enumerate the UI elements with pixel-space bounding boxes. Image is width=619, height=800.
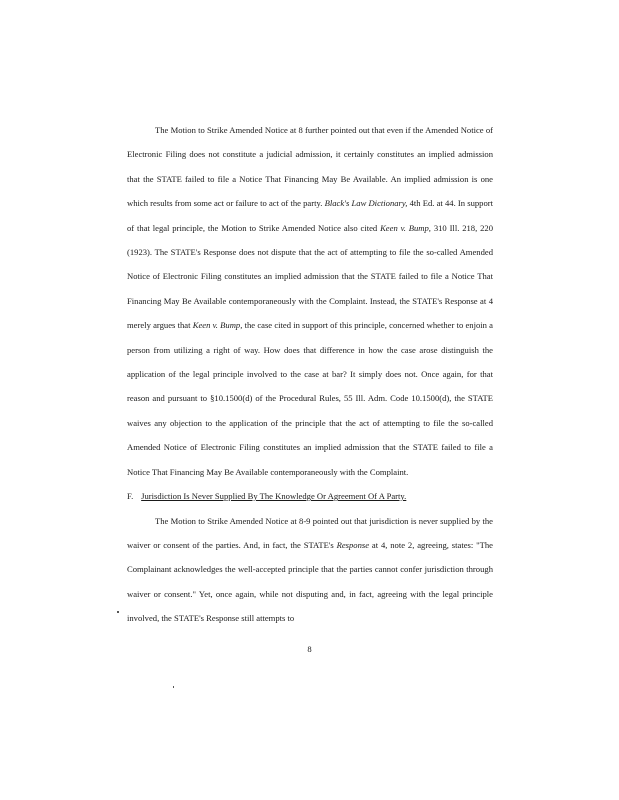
heading-label: F.: [127, 491, 134, 502]
paragraph-text: at 4, note 2, agreeing, states: "The Complainant acknowledges the well-accepted principle that the parties cannot confer jurisdiction through waiver or consent." Yet, once again, while not disputing and, in fact, agreeing with the legal principle involved, the STATE's Response still attempts to: [127, 539, 493, 624]
paragraph-text: The Motion to Strike Amended Notice at 8-9 pointed out that jurisdiction is never supplied by the waiver or consent of the parties. And, in fact, the STATE's: [127, 515, 493, 550]
citation-italic: Keen v. Bump,: [192, 320, 243, 331]
paragraph-jurisdiction: [127, 509, 493, 631]
scan-speck: [173, 686, 174, 688]
section-heading: [127, 484, 493, 508]
heading-title: Jurisdiction Is Never Supplied By The Knowledge Or Agreement Of A Party.: [141, 491, 407, 502]
paragraph-text: The Motion to Strike Amended Notice at 8 further pointed out that even if the Amended Notice of Electronic Filing does not constitute a judicial admission, it certainly constitutes an implied admission that the STATE failed to file a Notice That Financing May Be Available. An implied admission is one which results from some act or failure to act of the party.: [127, 125, 493, 209]
paragraph-implied-admission: [127, 118, 493, 484]
citation-italic: Black's Law Dictionary,: [324, 198, 408, 209]
paragraph-text: 4th Ed. at 44. In support of that legal principle, the Motion to Strike Amended Notice also cited: [127, 198, 494, 233]
paragraph-text: 310 Ill. 218, 220 (1923). The STATE's Response does not dispute that the act of attempting to file the so-called Amended Notice of Electronic Filing constitutes an implied admission that the STATE failed to file a Notice That Financing May Be Available contemporaneously with the Complaint. Instead, the STATE's Response at 4 merely argues that: [127, 222, 493, 331]
citation-italic: Keen v. Bump,: [380, 222, 431, 233]
scan-speck: [117, 611, 119, 613]
page-number: 8: [307, 644, 312, 654]
paragraph-text: the case cited in support of this principle, concerned whether to enjoin a person from utilizing a right of way. How does that difference in how the case arose distinguish the application of the legal principle involved to the case at bar? It simply does not. Once again, for that reason and pursuant to §10.1500(d) of the Procedural Rules, 55 Ill. Adm. Code 10.1500(d), the STATE waives any objection to the application of the principle that the act of attempting to file the so-called Amended Notice of Electronic Filing constitutes an implied admission that the STATE failed to file a Notice That Financing May Be Available contemporaneously with the Complaint.: [127, 320, 493, 477]
citation-italic: Response: [336, 539, 370, 550]
body-text: [127, 118, 493, 631]
